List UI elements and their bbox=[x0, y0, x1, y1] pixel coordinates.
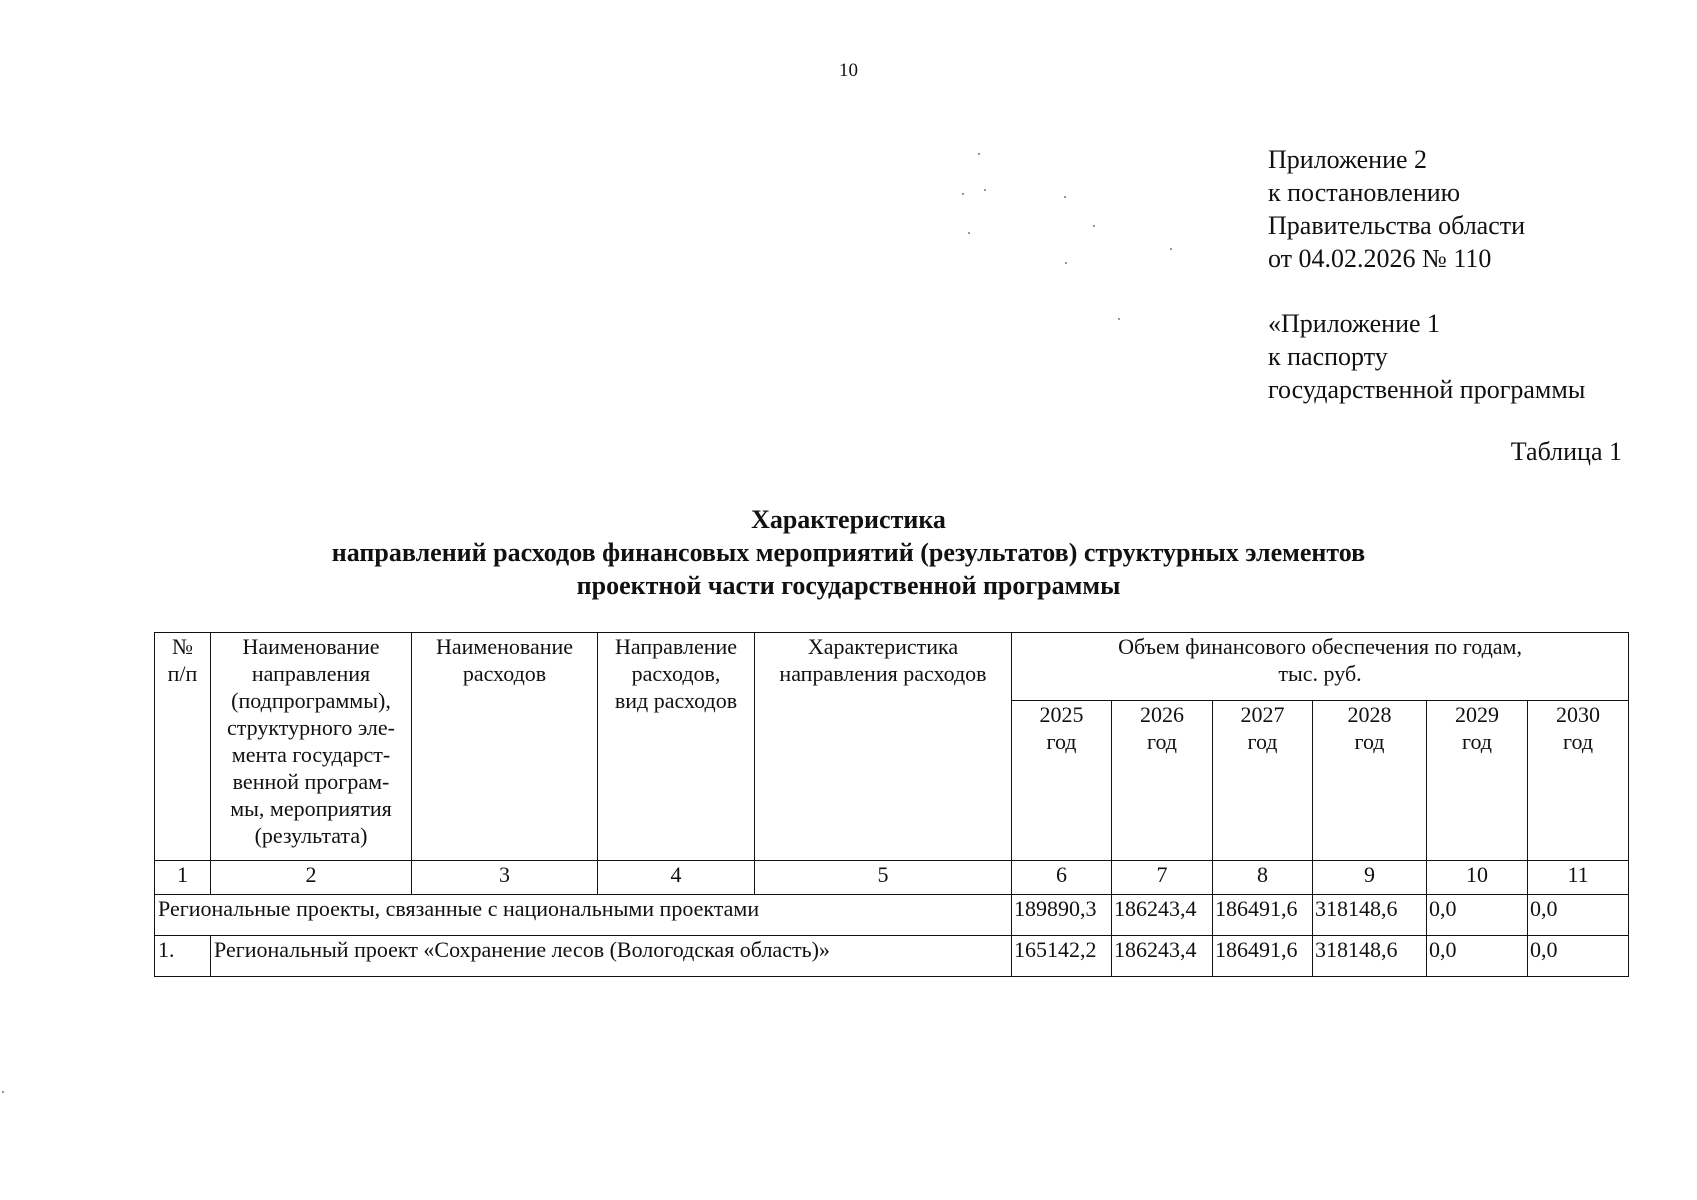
appendix-1-block bbox=[1268, 307, 1585, 406]
header-direction: Направление расходов, вид расходов bbox=[598, 633, 755, 861]
column-number: 4 bbox=[598, 861, 755, 895]
row-value: 0,0 bbox=[1528, 895, 1629, 936]
column-number: 5 bbox=[755, 861, 1012, 895]
table-row bbox=[155, 936, 1629, 977]
row-value: 165142,2 bbox=[1012, 936, 1112, 977]
row-label: Региональный проект «Сохранение лесов (Вологодская область)» bbox=[211, 936, 1012, 977]
header-year: 2026 год bbox=[1112, 701, 1213, 861]
header-characteristic: Характеристика направления расходов bbox=[755, 633, 1012, 861]
header-name: Наименование направления (подпрограммы), структурного эле- мента государст- венной програм- мы, мероприятия (результата) bbox=[211, 633, 412, 861]
row-value: 186243,4 bbox=[1112, 936, 1213, 977]
column-number: 1 bbox=[155, 861, 211, 895]
column-numbers-row bbox=[155, 861, 1629, 895]
appendix-2-line: к постановлению bbox=[1268, 178, 1461, 207]
title-line: направлений расходов финансовых мероприятий (результатов) структурных элементов bbox=[331, 538, 1366, 567]
expenses-table bbox=[154, 632, 1629, 977]
row-value: 186491,6 bbox=[1213, 895, 1313, 936]
appendix-1-line: государственной программы bbox=[1268, 375, 1586, 404]
column-number: 8 bbox=[1213, 861, 1313, 895]
table-row bbox=[155, 895, 1629, 936]
appendix-1-line: к паспорту bbox=[1268, 342, 1388, 371]
title-line: Характеристика bbox=[751, 505, 946, 534]
row-value: 186491,6 bbox=[1213, 936, 1313, 977]
row-number: 1. bbox=[155, 936, 211, 977]
document-title bbox=[0, 503, 1697, 602]
column-number: 10 bbox=[1427, 861, 1528, 895]
page-number: 10 bbox=[839, 60, 858, 81]
header-expense-name: Наименование расходов bbox=[412, 633, 598, 861]
header-year: 2028 год bbox=[1313, 701, 1427, 861]
header-num: № п/п bbox=[155, 633, 211, 861]
row-label: Региональные проекты, связанные с национальными проектами bbox=[155, 895, 1012, 936]
appendix-2-line: Приложение 2 bbox=[1268, 145, 1428, 174]
table-label: Таблица 1 bbox=[1510, 437, 1622, 466]
appendix-1-line: «Приложение 1 bbox=[1268, 309, 1441, 338]
header-volume: Объем финансового обеспечения по годам, тыс. руб. bbox=[1012, 633, 1629, 701]
column-number: 3 bbox=[412, 861, 598, 895]
row-value: 318148,6 bbox=[1313, 936, 1427, 977]
appendix-2-line: от 04.02.2026 № 110 bbox=[1268, 244, 1492, 273]
column-number: 6 bbox=[1012, 861, 1112, 895]
row-value: 0,0 bbox=[1427, 936, 1528, 977]
row-value: 318148,6 bbox=[1313, 895, 1427, 936]
header-year: 2030 год bbox=[1528, 701, 1629, 861]
header-year: 2025 год bbox=[1012, 701, 1112, 861]
header-year: 2027 год bbox=[1213, 701, 1313, 861]
title-line: проектной части государственной программы bbox=[576, 571, 1121, 600]
row-value: 0,0 bbox=[1528, 936, 1629, 977]
column-number: 7 bbox=[1112, 861, 1213, 895]
row-value: 186243,4 bbox=[1112, 895, 1213, 936]
column-number: 9 bbox=[1313, 861, 1427, 895]
column-number: 2 bbox=[211, 861, 412, 895]
appendix-2-block bbox=[1268, 143, 1525, 275]
row-value: 189890,3 bbox=[1012, 895, 1112, 936]
column-number: 11 bbox=[1528, 861, 1629, 895]
appendix-2-line: Правительства области bbox=[1268, 211, 1526, 240]
row-value: 0,0 bbox=[1427, 895, 1528, 936]
header-year: 2029 год bbox=[1427, 701, 1528, 861]
